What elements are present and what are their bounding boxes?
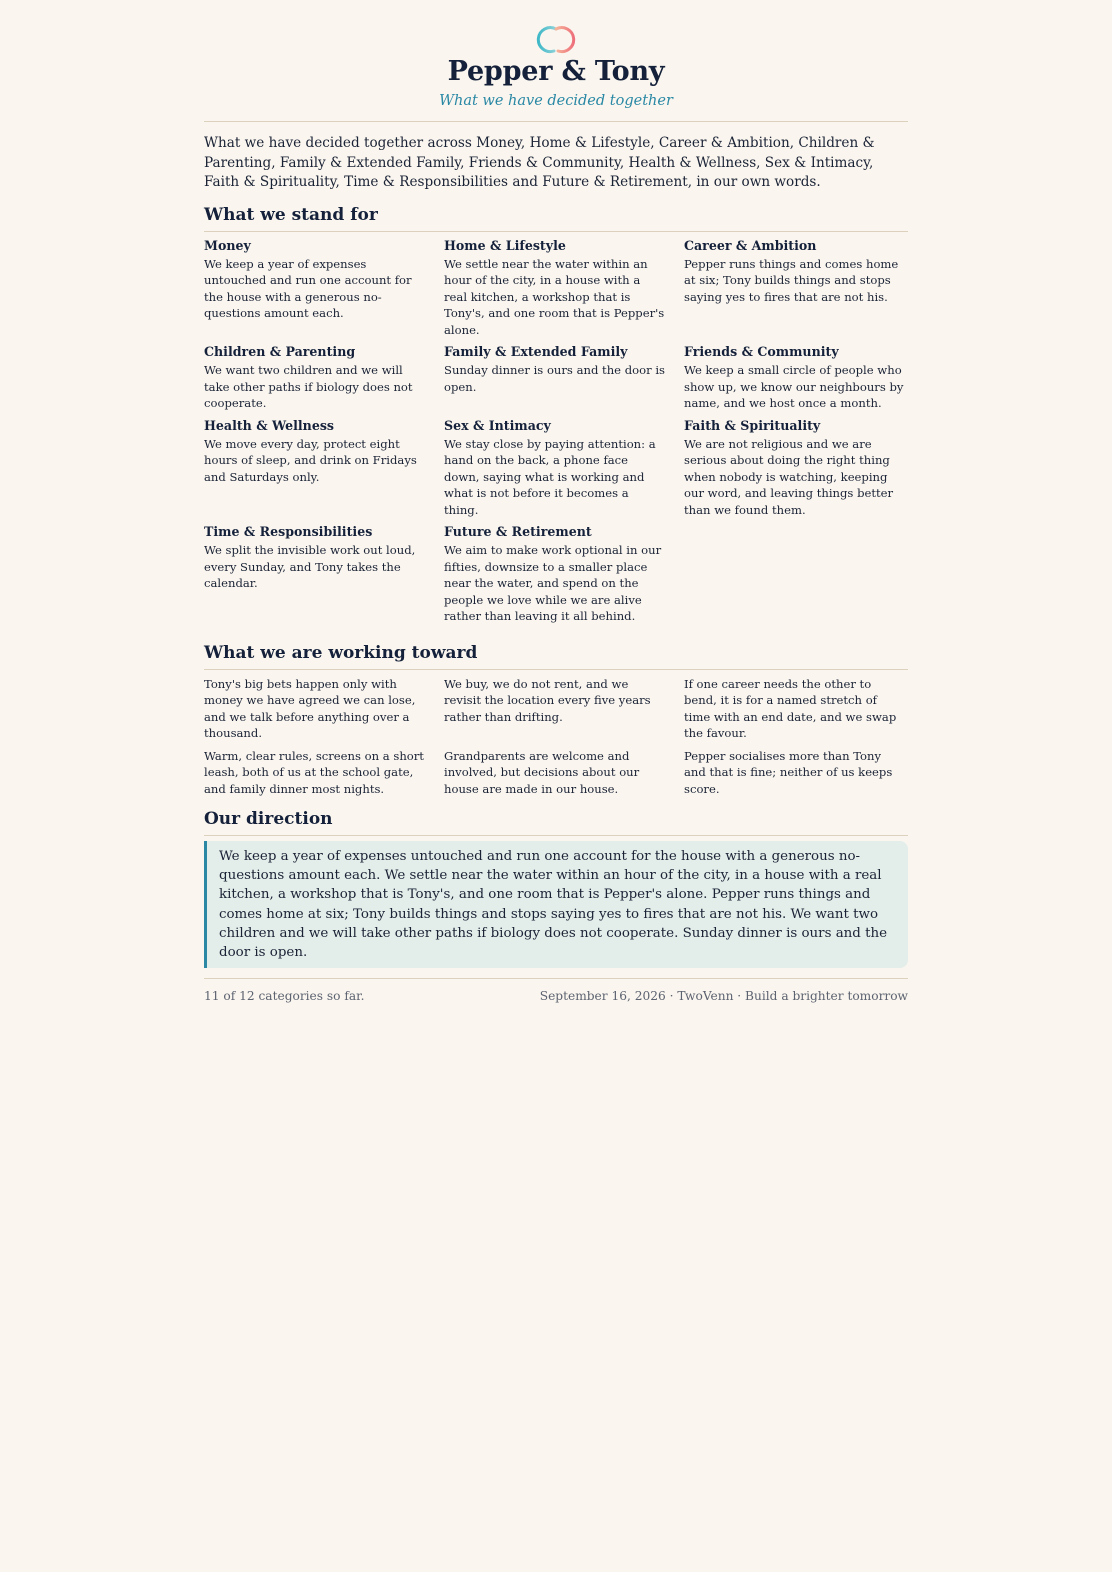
list-item: Warm, clear rules, screens on a short leash, both of us at the school gate, and family dinner most nights.: [204, 748, 424, 796]
footer: [204, 978, 908, 1003]
category-title: Children & Parenting: [204, 344, 356, 359]
category-text: Sunday dinner is ours and the door is open.: [444, 363, 665, 394]
category-home-lifestyle: [444, 238, 666, 339]
stand-for-grid: [204, 238, 908, 631]
category-text: We stay close by paying attention: a hand on the back, a phone face down, saying what is working and what is not before it becomes a thing.: [444, 436, 656, 517]
page-subtitle: What we have decided together: [439, 93, 673, 109]
list-item: Tony's big bets happen only with money we have agreed we can lose, and we talk before anything over a thousand.: [204, 676, 416, 740]
list-item: Pepper socialises more than Tony and that is fine; neither of us keeps score.: [684, 748, 893, 796]
category-future-retirement: [444, 524, 666, 625]
category-career-ambition: [684, 238, 906, 339]
category-title: Home & Lifestyle: [444, 237, 566, 253]
category-title: Career & Ambition: [684, 237, 817, 253]
footer-meta: September 16, 2026 · TwoVenn · Build a brighter tomorrow: [539, 989, 908, 1004]
header-divider: [204, 121, 908, 122]
category-time-responsibilities: [204, 524, 426, 625]
category-title: Friends & Community: [684, 344, 839, 359]
category-title: Faith & Spirituality: [684, 417, 821, 433]
section-heading-working-toward: What we are working toward: [204, 643, 908, 670]
page-title: Pepper & Tony: [447, 56, 665, 87]
two-rings-icon: [534, 24, 578, 54]
list-item: We buy, we do not rent, and we revisit the location every five years rather than drifting.: [444, 676, 651, 724]
list-item: If one career needs the other to bend, it is for a named stretch of time with an end date, and we swap the favour.: [684, 676, 897, 740]
category-text: We keep a year of expenses untouched and run one account for the house with a generous no-questions amount each.: [204, 256, 412, 320]
category-text: We are not religious and we are serious about doing the right thing when nobody is watching, keeping our word, and leaving things better than we found them.: [684, 436, 894, 517]
category-friends-community: [684, 344, 906, 412]
category-title: Family & Extended Family: [444, 344, 628, 359]
list-item: Grandparents are welcome and involved, but decisions about our house are made in our house.: [444, 748, 640, 796]
category-sex-intimacy: [444, 418, 666, 519]
category-text: We aim to make work optional in our fifties, downsize to a smaller place near the water, and spend on the people we love while we are alive rather than leaving it all behind.: [444, 543, 662, 623]
category-text: We move every day, protect eight hours of sleep, and drink on Fridays and Saturdays only.: [204, 436, 417, 484]
category-children-parenting: [204, 344, 426, 412]
category-health-wellness: [204, 418, 426, 519]
category-text: We split the invisible work out loud, every Sunday, and Tony takes the calendar.: [204, 543, 416, 590]
category-title: Time & Responsibilities: [204, 524, 373, 539]
working-toward-grid: [204, 676, 908, 798]
category-title: Sex & Intimacy: [444, 417, 551, 433]
category-money: [204, 238, 426, 339]
intro-paragraph: What we have decided together across Money, Home & Lifestyle, Career & Ambition, Children & Parenting, Family & Extended Family, Friends & Community, Health & Wellness, Sex & Intimacy, Faith & Spirituality, Time & Responsibilities and Future & Retirement, in our own words.: [204, 135, 875, 190]
category-text: Pepper runs things and comes home at six; Tony builds things and stops saying yes to fires that are not his.: [684, 256, 899, 304]
category-text: We settle near the water within an hour of the city, in a house with a real kitchen, a workshop that is Tony's, and one room that is Pepper's alone.: [444, 256, 665, 337]
category-text: We want two children and we will take other paths if biology does not cooperate.: [204, 363, 413, 410]
report-page: [204, 0, 908, 1003]
category-title: Future & Retirement: [444, 524, 592, 539]
direction-callout: We keep a year of expenses untouched and run one account for the house with a generous no-questions amount each. We settle near the water within an hour of the city, in a house with a real kitchen, a workshop that is Tony's, and one room that is Pepper's alone. Pepper runs things and comes home at six; Tony builds things and stops saying yes to fires that are not his. We want two children and we will take other paths if biology does not cooperate. Sunday dinner is ours and the door is open.: [204, 841, 908, 968]
section-heading-stand-for: What we stand for: [204, 205, 908, 232]
category-family-extended-family: [444, 344, 666, 412]
category-faith-spirituality: [684, 418, 906, 519]
header: [204, 24, 908, 109]
category-title: Money: [204, 237, 251, 253]
progress-text: 11 of 12 categories so far.: [204, 989, 365, 1004]
category-title: Health & Wellness: [204, 417, 335, 433]
category-text: We keep a small circle of people who show up, we know our neighbours by name, and we host once a month.: [684, 363, 904, 410]
section-heading-direction: Our direction: [204, 809, 908, 836]
